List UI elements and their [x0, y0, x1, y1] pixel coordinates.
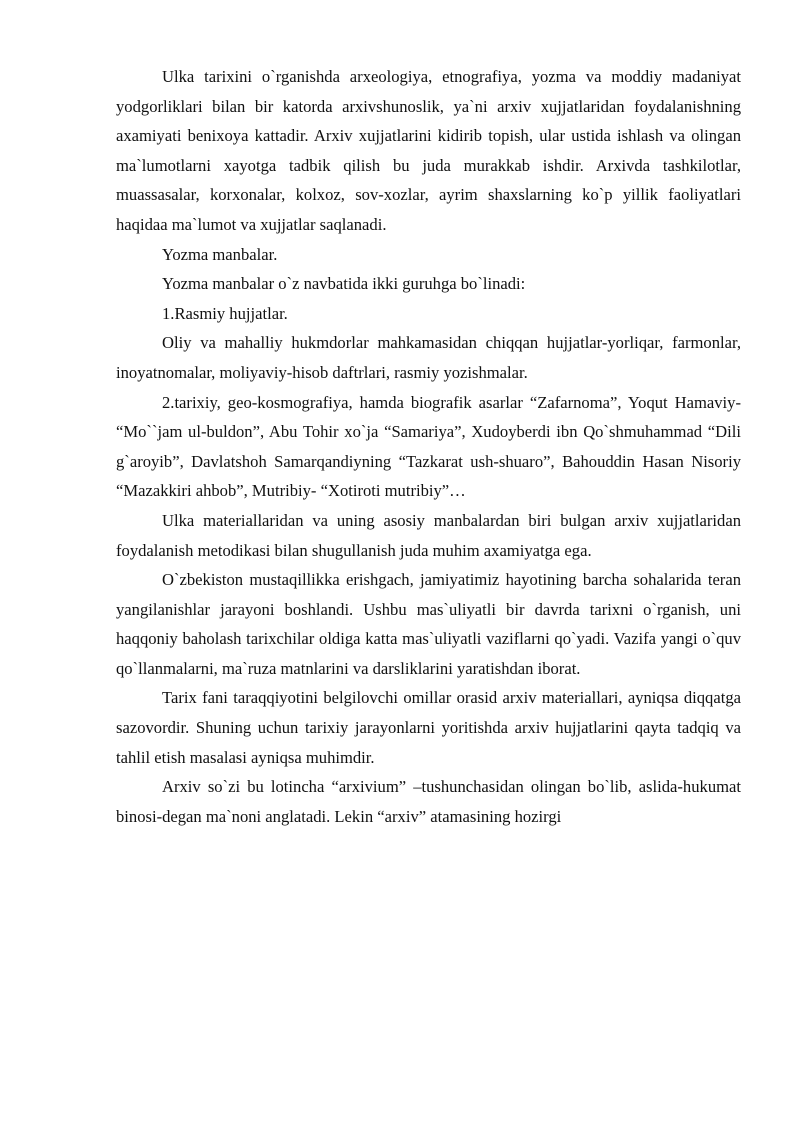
paragraph-archive-intro: Ulka tarixini o`rganishda arxeologiya, etnografiya, yozma va moddiy madaniyat yodgorliklari bilan bir katorda arxivshunoslik, ya`ni arxiv xujjatlaridan foydalanishning axamiyati benixoya kattadir. Arxiv xujjatlarini kidirib topish, ular ustida ishlash va olingan ma`lumotlarni xayotga tadbik qilish bu juda murakkab ishdir. Arxivda tashkilotlar, muassasalar, korxonalar, kolxoz, sov-xozlar, ayrim shaxslarning ko`p yillik faoliyatlari haqidaa ma`lumot va xujjatlar saqlanadi. — [116, 67, 741, 234]
paragraph-history-factors: Tarix fani taraqqiyotini belgilovchi omillar orasid arxiv materiallari, ayniqsa diqqatga sazovordir. Shuning uchun tarixiy jarayonlarni yoritishda arxiv hujjatlarini qayta tadqiq va tahlil etish masalasi ayniqsa muhimdir. — [116, 688, 741, 767]
paragraph-rulers-documents: Oliy va mahalliy hukmdorlar mahkamasidan chiqqan hujjatlar-yorliqar, farmonlar, inoyatnomalar, moliyaviy-hisob daftrlari, rasmiy yozishmalar. — [116, 333, 741, 382]
paragraph-methodology: Ulka materiallaridan va uning asosiy manbalardan biri bulgan arxiv xujjatlaridan foydalanish metodikasi bilan shugullanish juda muhim axamiyatga ega. — [116, 510, 741, 560]
paragraph-historical-works: 2.tarixiy, geo-kosmografiya, hamda biografik asarlar “Zafarnoma”, Yoqut Hamaviy- “Mo``jam ul-buldon”, Abu Tohir xo`ja “Samariya”, Xudoyberdi ibn Qo`shmuhammad “Dili g`aroyib”, Davlatshoh Samarqandiyning “Tazkarat ush-shuaro”, Bahouddin Hasan Nisoriy “Mazakkiri ahbob”, Mutribiy- “Xotiroti mutribiy”… — [116, 392, 741, 501]
paragraph-independence: O`zbekiston mustaqillikka erishgach, jamiyatimiz hayotining barcha sohalarida teran yangilanishlar jarayoni boshlandi. Ushbu mas`uliyatli bir davrda tarixni o`rganish, uni haqqoniy baholash tarixchilar oldiga katta mas`uliyatli vaziflarni qo`yadi. Vazifa yangi o`quv qo`llanmalarni, ma`ruza matnlarini va darsliklarini yaratishdan iborat. — [116, 570, 741, 678]
paragraph-written-sources-heading: Yozma manbalar. — [162, 244, 278, 264]
paragraph-archive-word: Arxiv so`zi bu lotincha “arxivium” –tushunchasidan olingan bo`lib, aslida-hukumat binosi-degan ma`noni anglatadi. Lekin “arxiv” atamasining hozirgi — [116, 777, 741, 826]
document-page — [116, 62, 741, 831]
paragraph-two-groups: Yozma manbalar o`z navbatida ikki guruhga bo`linadi: — [162, 274, 526, 294]
paragraph-official-documents: 1.Rasmiy hujjatlar. — [162, 303, 288, 323]
